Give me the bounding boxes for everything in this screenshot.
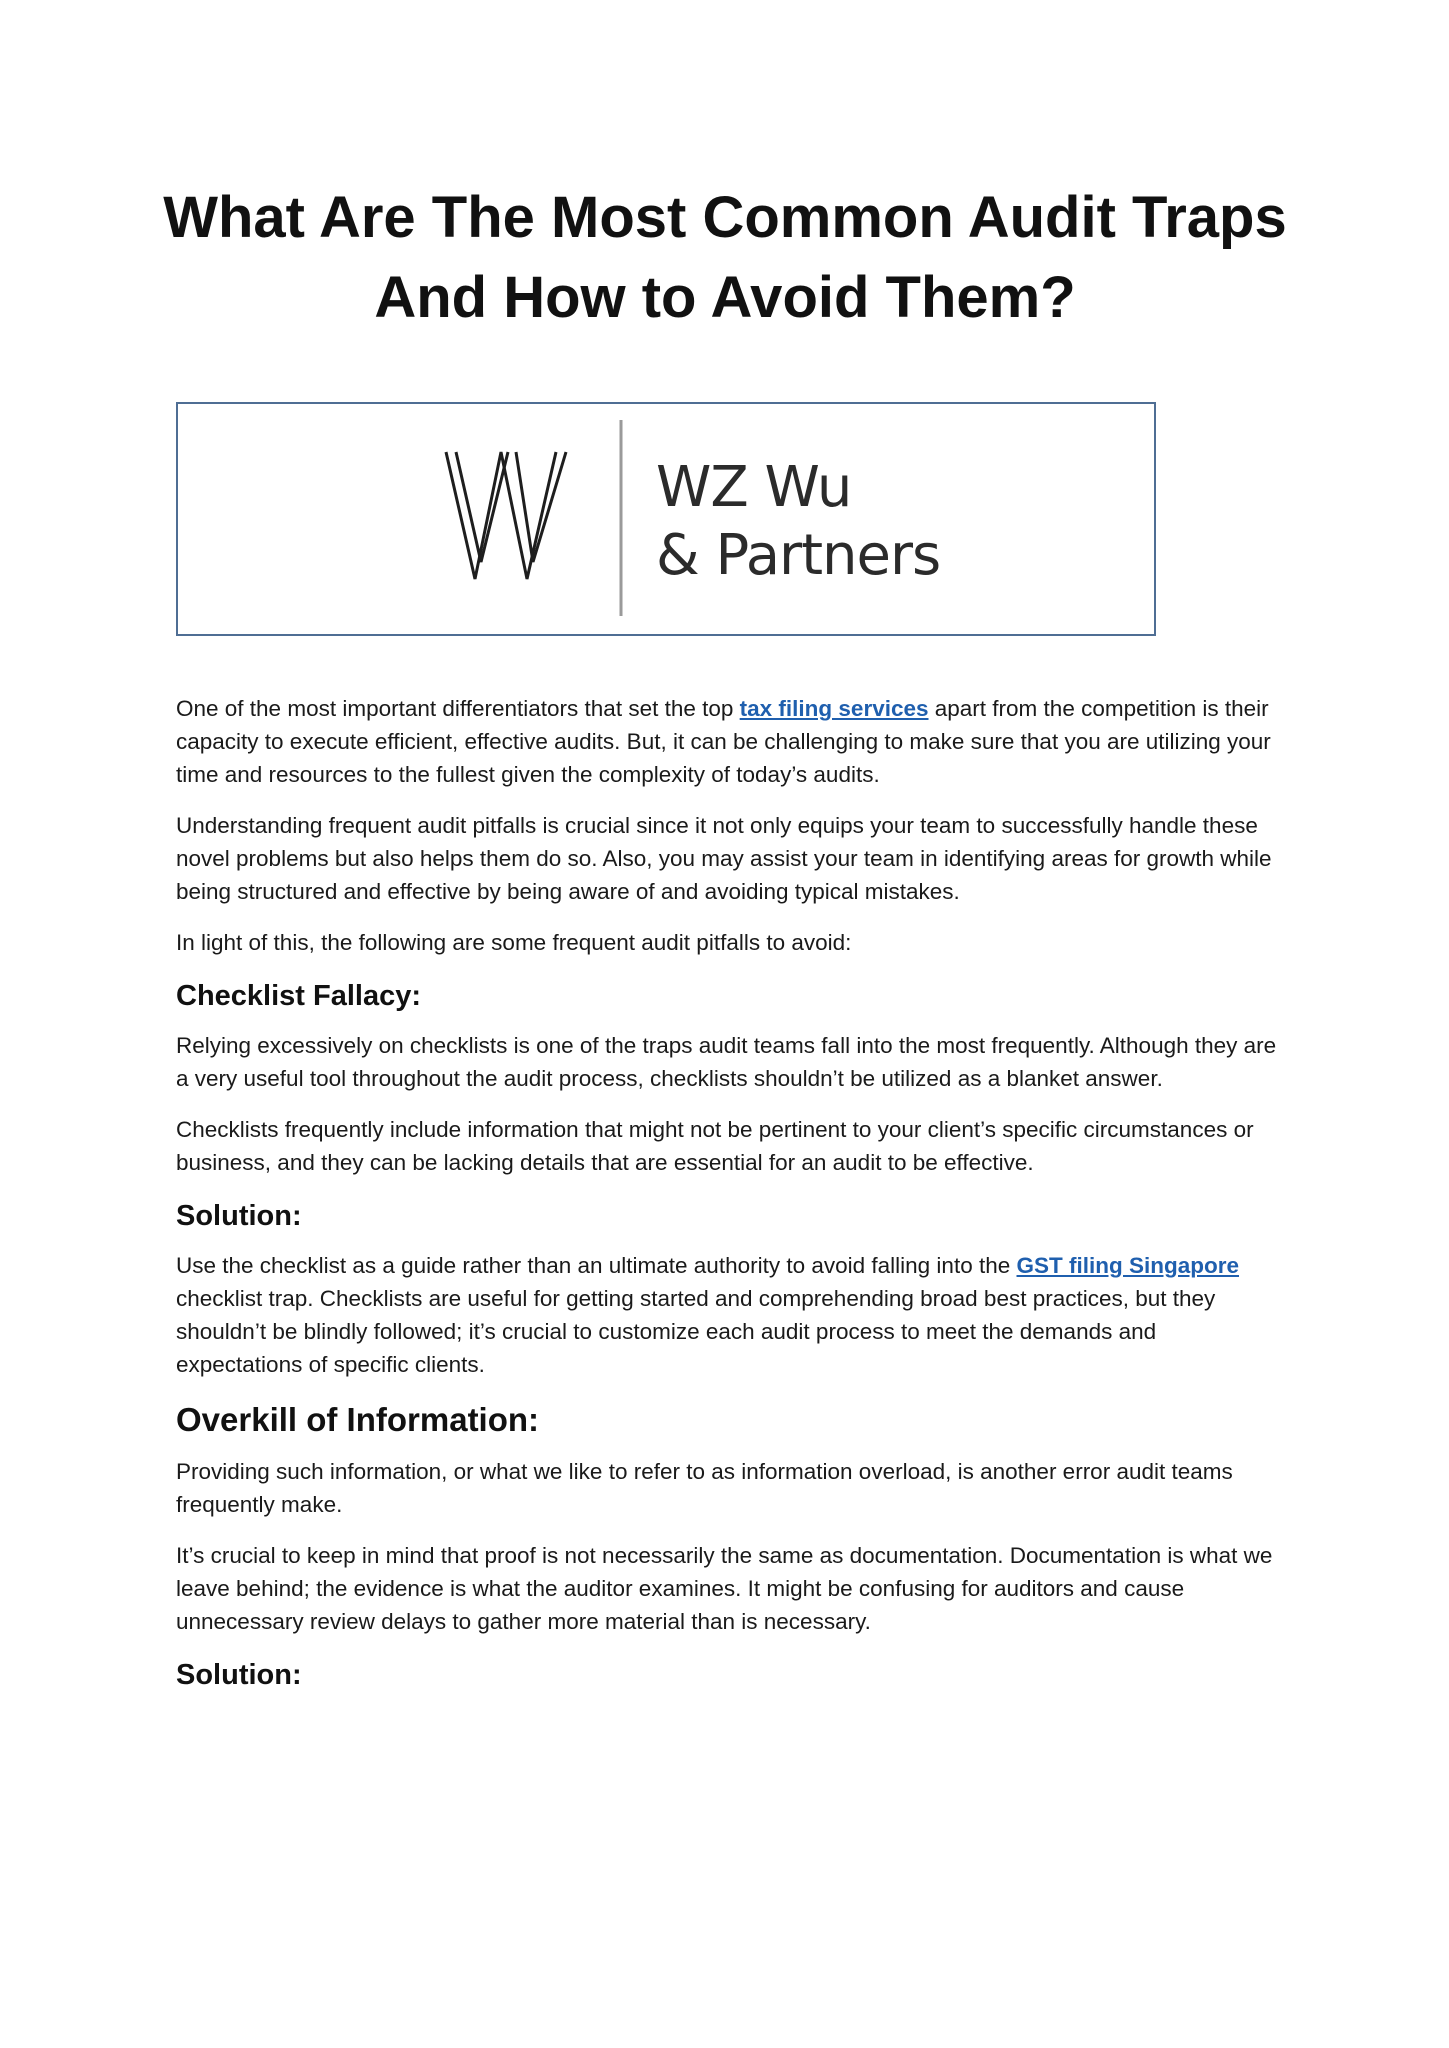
paragraph-overkill-1: Providing such information, or what we like to refer to as information overload, is another error audit teams frequently make. xyxy=(176,1459,1233,1517)
paragraph-text: checklist trap. Checklists are useful for getting started and comprehending broad best practices, but they shouldn’t be blindly followed; it’s crucial to customize each audit process to meet the demands and expectations of specific clients. xyxy=(176,1286,1216,1377)
paragraph-checklist-1: Relying excessively on checklists is one of the traps audit teams fall into the most frequently. Although they are a very useful tool throughout the audit process, checklists shouldn’t be utilized as a blanket answer. xyxy=(176,1033,1277,1091)
paragraph-solution-1 xyxy=(176,1249,1286,1381)
logo-text-line-2: & Partners xyxy=(656,523,941,588)
paragraph-intro xyxy=(176,692,1286,791)
heading-solution-1: Solution: xyxy=(176,1200,302,1232)
title-line-1: What Are The Most Common Audit Traps xyxy=(163,185,1287,250)
paragraph-pitfalls: Understanding frequent audit pitfalls is crucial since it not only equips your team to successfully handle these novel problems but also helps them do so. Also, you may assist your team in identifying areas for growth while being structured and effective by being aware of and avoiding typical mistakes. xyxy=(176,813,1272,904)
company-logo-banner xyxy=(176,402,1156,636)
paragraph-text: One of the most important differentiators that set the top xyxy=(176,696,740,721)
heading-overkill-of-information: Overkill of Information: xyxy=(176,1401,540,1438)
article-body xyxy=(176,692,1286,1708)
heading-solution-2: Solution: xyxy=(176,1659,302,1691)
paragraph-overkill-2: It’s crucial to keep in mind that proof is not necessarily the same as documentation. Documentation is what we leave behind; the evidence is what the auditor examines. It might be confusing for auditors and cause unnecessary review delays to gather more material than is necessary. xyxy=(176,1543,1273,1634)
gst-filing-singapore-link[interactable]: GST filing Singapore xyxy=(1016,1253,1240,1278)
paragraph-checklist-2: Checklists frequently include information that might not be pertinent to your client’s specific circumstances or business, and they can be lacking details that are essential for an audit to be effective. xyxy=(176,1117,1254,1175)
page-title xyxy=(150,178,1300,338)
tax-filing-services-link[interactable]: tax filing services xyxy=(739,696,929,721)
heading-checklist-fallacy: Checklist Fallacy: xyxy=(176,980,421,1012)
title-line-2: And How to Avoid Them? xyxy=(374,265,1076,330)
paragraph-text: apart from the competition is their capacity to execute efficient, effective audits. But, it can be challenging to make sure that you are utilizing your time and resources to the fullest given the complexity of today’s audits. xyxy=(176,696,1271,787)
logo-text-line-1: WZ Wu xyxy=(656,455,852,520)
paragraph-text: Use the checklist as a guide rather than an ultimate authority to avoid falling into the xyxy=(176,1253,1017,1278)
paragraph-lead-in: In light of this, the following are some frequent audit pitfalls to avoid: xyxy=(176,930,852,955)
